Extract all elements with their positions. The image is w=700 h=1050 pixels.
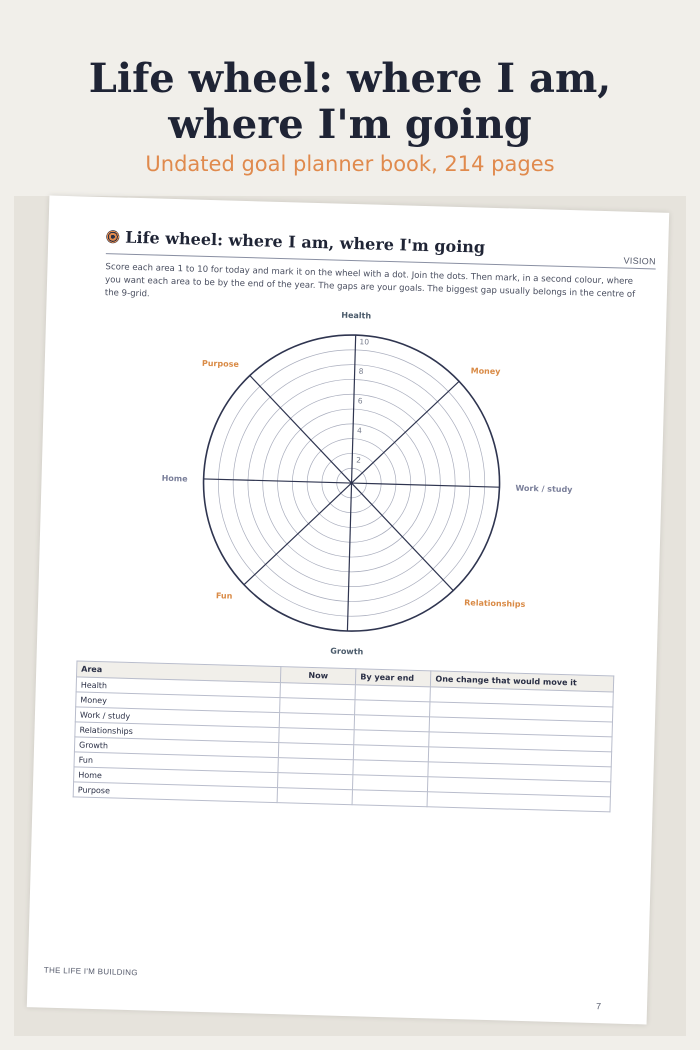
wheel-area-label: Work / study: [515, 483, 573, 495]
wheel-tick-label: 10: [359, 337, 370, 347]
life-wheel: [157, 303, 573, 663]
wheel-tick-label: 6: [357, 396, 363, 406]
planner-page: [27, 196, 669, 1025]
area-name-cell: Work / study: [75, 707, 279, 728]
wheel-tick-label: 4: [356, 425, 362, 436]
promo-title-line1: Life wheel: where I am,: [88, 55, 612, 102]
now-cell[interactable]: [277, 788, 353, 805]
area-name-cell: Purpose: [73, 782, 277, 803]
wheel-area-label: Growth: [330, 646, 364, 657]
area-name-cell: Relationships: [75, 722, 279, 743]
wheel-tick-label: 2: [356, 455, 362, 465]
area-name-cell: Growth: [74, 737, 278, 758]
page-title-text: Life wheel: where I am, where I'm going: [125, 227, 486, 257]
promo-headline: [0, 56, 700, 148]
wheel-area-label: Home: [161, 473, 188, 484]
table-header-cell: By year end: [356, 669, 432, 687]
promo-title-line2: where I'm going: [168, 101, 532, 148]
wheel-area-label: Health: [341, 310, 372, 321]
footer-brand: THE LIFE I'M BUILDING: [43, 965, 138, 978]
page-title: [106, 227, 485, 257]
score-table: [73, 660, 615, 812]
table-header-cell: Now: [280, 667, 356, 685]
year-end-cell[interactable]: [352, 790, 428, 807]
target-icon: [106, 230, 119, 243]
area-name-cell: Fun: [74, 752, 278, 773]
area-name-cell: Health: [76, 677, 280, 698]
intro-text: Score each area 1 to 10 for today and mark it on the wheel with a dot. Join the dots. Then mark, in a second colour, where you want each area to be by the end of the year. The gaps are your goals. The biggest gap usually belongs in the centre of the 9-grid.: [104, 262, 636, 300]
area-name-cell: Home: [74, 767, 278, 788]
table-header-cell: Area: [77, 661, 281, 683]
wheel-tick-label: 8: [358, 366, 364, 376]
wheel-area-label: Purpose: [201, 358, 239, 369]
wheel-area-label: Relationships: [464, 598, 526, 609]
area-name-cell: Money: [76, 692, 280, 713]
wheel-area-label: Fun: [215, 591, 233, 601]
promo-subtitle: Undated goal planner book, 214 pages: [145, 152, 555, 176]
page-number: 7: [595, 1001, 602, 1012]
table-header-cell: One change that would move it: [431, 671, 614, 692]
section-tag: VISION: [623, 255, 656, 267]
wheel-area-label: Money: [470, 366, 501, 377]
